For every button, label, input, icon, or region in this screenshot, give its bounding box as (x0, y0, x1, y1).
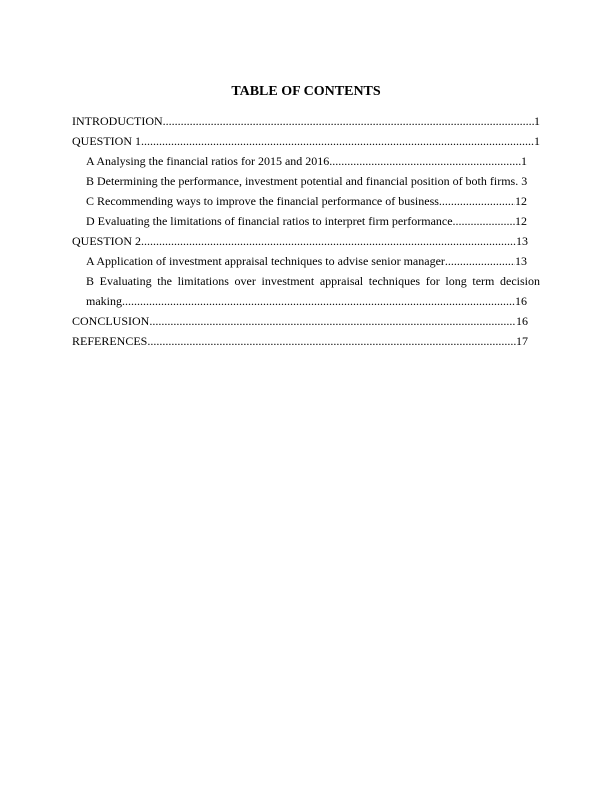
toc-entry-q1-a[interactable] (72, 151, 540, 171)
toc-entry-line-2 (72, 291, 540, 311)
toc-entry-label: QUESTION 1 (72, 134, 141, 148)
toc-entry-label: D Evaluating the limitations of financial ratios to interpret firm performance (86, 214, 453, 228)
toc-entry-question-2[interactable] (72, 231, 540, 251)
toc-entry-introduction[interactable] (72, 111, 540, 131)
dot-leader (163, 111, 534, 131)
dot-leader (122, 291, 515, 311)
toc-entry-page: 3 (521, 174, 528, 188)
toc-entry-page: 13 (515, 254, 527, 268)
table-of-contents (72, 111, 540, 351)
toc-entry-label: B Determining the performance, investment potential and financial position of both firms. (86, 174, 519, 188)
dot-leader (445, 251, 515, 271)
toc-entry-label-line-2: making (86, 294, 122, 308)
dot-leader (149, 311, 516, 331)
toc-entry-page: 16 (516, 314, 528, 328)
toc-entry-page: 13 (516, 234, 528, 248)
toc-title: TABLE OF CONTENTS (231, 84, 381, 99)
toc-entry-conclusion[interactable] (72, 311, 540, 331)
dot-leader (453, 211, 515, 231)
dot-leader (329, 151, 521, 171)
toc-entry-page: 12 (515, 214, 527, 228)
toc-entry-label: QUESTION 2 (72, 234, 141, 248)
toc-entry-page: 16 (515, 294, 527, 308)
toc-entry-page: 1 (521, 154, 527, 168)
dot-leader (141, 131, 534, 151)
toc-entry-label: CONCLUSION (72, 314, 150, 328)
dot-leader (147, 331, 516, 351)
toc-entry-question-1[interactable] (72, 131, 540, 151)
toc-entry-label: REFERENCES (72, 334, 148, 348)
toc-entry-q2-b[interactable] (72, 271, 540, 311)
toc-entry-label: C Recommending ways to improve the financial performance of business (86, 194, 439, 208)
toc-entry-label: A Application of investment appraisal techniques to advise senior manager (86, 254, 445, 268)
toc-entry-label-line-1: B Evaluating the limitations over investment appraisal techniques for long term decision (86, 274, 540, 288)
toc-entry-page: 12 (515, 194, 527, 208)
toc-entry-q2-a[interactable] (72, 251, 540, 271)
dot-leader (141, 231, 516, 251)
toc-entry-page: 1 (534, 134, 540, 148)
toc-entry-q1-d[interactable] (72, 211, 540, 231)
toc-entry-references[interactable] (72, 331, 540, 351)
toc-entry-page: 1 (534, 114, 540, 128)
toc-entry-label: INTRODUCTION (72, 114, 163, 128)
toc-entry-q1-c[interactable] (72, 191, 540, 211)
dot-leader (439, 191, 515, 211)
toc-entry-label: A Analysing the financial ratios for 2015 and 2016 (86, 154, 330, 168)
toc-entry-page: 17 (516, 334, 528, 348)
toc-entry-q1-b[interactable] (72, 171, 540, 191)
